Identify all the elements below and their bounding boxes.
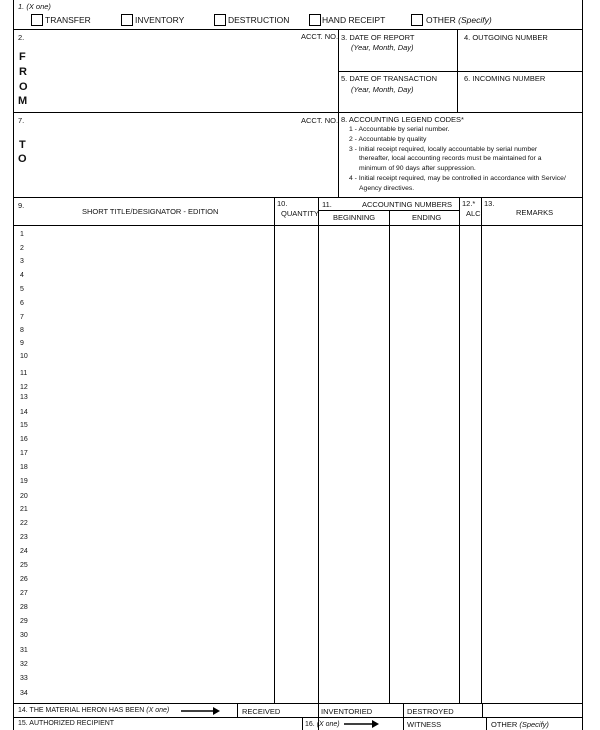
row-number: 23	[20, 534, 28, 541]
row-number: 32	[20, 661, 28, 668]
to-letter-o: O	[18, 153, 27, 165]
row-number: 21	[20, 506, 28, 513]
row-number: 3	[20, 258, 24, 265]
row-number: 7	[20, 314, 24, 321]
row-number: 26	[20, 576, 28, 583]
row-number: 24	[20, 548, 28, 555]
rule-to-bottom	[13, 197, 583, 198]
legend-line-1: 1 - Accountable by serial number.	[349, 126, 450, 133]
col-12-13-divider	[481, 197, 482, 703]
row-number: 29	[20, 618, 28, 625]
row-number: 27	[20, 590, 28, 597]
row-number: 31	[20, 647, 28, 654]
row-number: 33	[20, 675, 28, 682]
item4-label: 4. OUTGOING NUMBER	[464, 33, 548, 42]
arrow-right-icon	[344, 719, 380, 729]
row-number: 22	[20, 520, 28, 527]
row-number: 8	[20, 327, 24, 334]
item15-label: 15. AUTHORIZED RECIPIENT	[18, 720, 115, 727]
to-letter-t: T	[19, 139, 26, 151]
row-number: 15	[20, 422, 28, 429]
row-number: 14	[20, 409, 28, 416]
col12-header: ALC	[466, 209, 481, 218]
col13-header: REMARKS	[516, 208, 554, 217]
other-checkbox[interactable]	[411, 14, 423, 26]
item16-other-option[interactable]	[491, 721, 549, 729]
item14-divider-d	[482, 704, 483, 717]
row-number: 10	[20, 353, 28, 360]
item8-label: 8. ACCOUNTING LEGEND CODES*	[341, 115, 464, 124]
rule-table-bottom	[13, 703, 583, 704]
row-number: 1	[20, 231, 24, 238]
row-number: 13	[20, 394, 28, 401]
row-number: 9	[20, 340, 24, 347]
item15-divider	[302, 717, 303, 730]
item16-other-hint: (Specify)	[519, 720, 549, 729]
item7-number: 7.	[18, 116, 25, 125]
row-number: 2	[20, 245, 24, 252]
row-number: 6	[20, 300, 24, 307]
col11-header: ACCOUNTING NUMBERS	[362, 200, 453, 209]
item14-hint: (X one)	[146, 707, 170, 714]
item16-other-text: OTHER	[491, 720, 518, 729]
from-letter-r: R	[19, 66, 27, 78]
rule-header-bottom	[13, 225, 583, 226]
item5-hint: (Year, Month, Day)	[351, 85, 414, 94]
rule-from-bottom	[13, 112, 583, 113]
item16-number: 16.	[305, 721, 315, 728]
item3-5-divider	[338, 71, 583, 72]
transfer-checkbox[interactable]	[31, 14, 43, 26]
legend-codes	[349, 125, 566, 194]
other-text: OTHER	[426, 15, 456, 25]
legend-line-3: 3 - Initial receipt required, locally accountable by serial number	[349, 145, 538, 153]
col9-header: SHORT TITLE/DESIGNATOR - EDITION	[82, 207, 219, 216]
row-number: 25	[20, 562, 28, 569]
other-label	[426, 16, 492, 25]
row-number: 18	[20, 464, 28, 471]
other-hint: (Specify)	[458, 15, 492, 25]
col10-number: 10.	[277, 199, 288, 208]
frame-right	[582, 0, 583, 730]
col-11a-11b-divider	[389, 210, 390, 703]
from-divider	[338, 29, 339, 197]
item14-divider-a	[237, 704, 238, 717]
col11a-header: BEGINNING	[333, 213, 376, 222]
row-number: 11	[20, 370, 28, 377]
item14-divider-c	[403, 704, 404, 730]
col-11-12-divider	[459, 197, 460, 703]
inventory-label: INVENTORY	[135, 15, 185, 25]
item3-label: 3. DATE OF REPORT	[341, 33, 415, 42]
row-number: 30	[20, 632, 28, 639]
item16-divider	[486, 717, 487, 730]
legend-line-4: thereafter, local accounting records must be maintained for a	[359, 155, 542, 163]
hand-receipt-label: HAND RECEIPT	[322, 15, 386, 25]
col-10-11-divider	[318, 197, 319, 703]
item6-label: 6. INCOMING NUMBER	[464, 74, 546, 83]
witness-option[interactable]: WITNESS	[407, 720, 442, 729]
legend-line-7: Agency directives.	[359, 184, 415, 192]
item16-hint: (X one)	[316, 721, 340, 728]
destroyed-option[interactable]: DESTROYED	[407, 707, 454, 716]
inventory-checkbox[interactable]	[121, 14, 133, 26]
destruction-label: DESTRUCTION	[228, 15, 290, 25]
legend-line-5: minimum of 90 days after suppression.	[359, 165, 476, 173]
col10-header: QUANTITY	[281, 209, 319, 218]
item3-hint: (Year, Month, Day)	[351, 43, 414, 52]
row-number: 4	[20, 272, 24, 279]
arrow-right-icon	[181, 706, 221, 716]
row-number: 19	[20, 478, 28, 485]
received-option[interactable]: RECEIVED	[242, 707, 281, 716]
row-number: 12	[20, 384, 28, 391]
frame-left	[13, 0, 14, 730]
col11-number: 11.	[322, 200, 332, 209]
item14-label	[18, 707, 169, 714]
row-number: 5	[20, 286, 24, 293]
legend-line-2: 2 - Accountable by quality	[349, 135, 427, 143]
legend-line-6: 4 - Initial receipt required, may be controlled in accordance with Service/	[349, 174, 566, 182]
col12-number: 12.*	[462, 199, 476, 208]
row-number: 34	[20, 690, 28, 697]
col-9-10-divider	[274, 197, 275, 703]
item1-label: 1. (X one)	[18, 2, 51, 11]
from-letter-f: F	[19, 51, 26, 63]
item16-label	[305, 721, 340, 728]
item7-acct-no: ACCT. NO.	[301, 116, 339, 125]
item5-label: 5. DATE OF TRANSACTION	[341, 74, 437, 83]
transfer-label: TRANSFER	[45, 15, 91, 25]
col13-number: 13.	[484, 199, 495, 208]
rule-item1-bottom	[13, 29, 583, 30]
rule-item14-bottom	[13, 717, 583, 718]
row-number: 28	[20, 604, 28, 611]
item14-text: 14. THE MATERIAL HERON HAS BEEN	[18, 707, 145, 714]
from-letter-o: O	[19, 81, 28, 93]
destruction-checkbox[interactable]	[214, 14, 226, 26]
hand-receipt-checkbox[interactable]	[309, 14, 321, 26]
row-number: 17	[20, 450, 28, 457]
col11b-header: ENDING	[412, 213, 442, 222]
row-number: 20	[20, 493, 28, 500]
row-number: 16	[20, 436, 28, 443]
from-letter-m: M	[18, 95, 28, 107]
item2-number: 2.	[18, 33, 25, 42]
item2-acct-no: ACCT. NO.	[301, 32, 339, 41]
col9-number: 9.	[18, 201, 25, 210]
inventoried-option[interactable]: INVENTORIED	[321, 707, 373, 716]
